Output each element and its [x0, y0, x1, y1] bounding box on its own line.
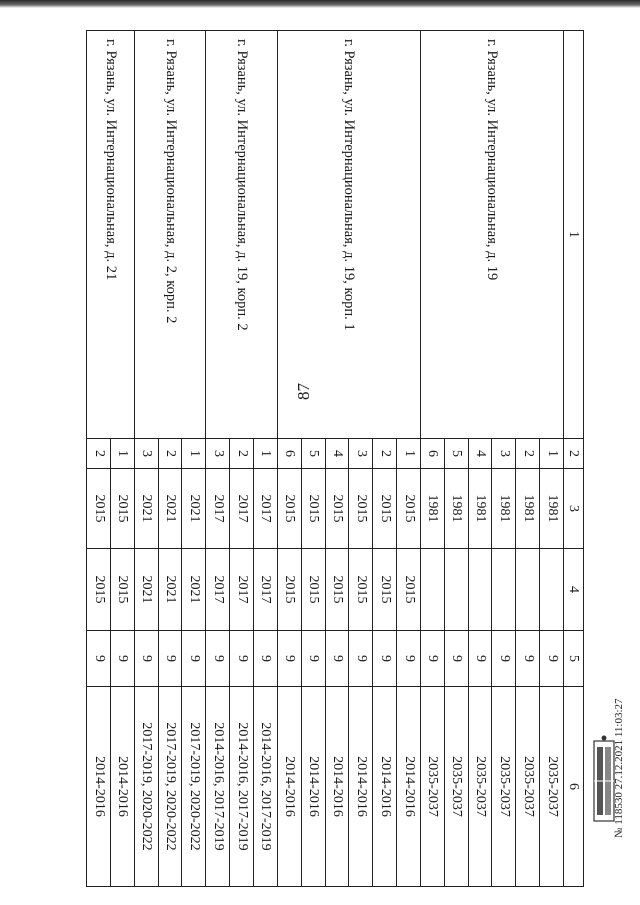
table-row: [254, 31, 278, 887]
table-cell: 2014-2016: [277, 687, 301, 887]
table-cell: 9: [325, 631, 349, 687]
table-cell: 2021: [158, 549, 182, 631]
table-cell: 2015: [301, 549, 325, 631]
table-cell: 3: [206, 439, 230, 469]
table-cell: 2014-2016: [373, 687, 397, 887]
table-row: [397, 31, 421, 887]
table-cell: 2015: [87, 469, 111, 549]
table-cell: 2014-2016: [301, 687, 325, 887]
table-cell: 2017: [254, 469, 278, 549]
header-row: [564, 31, 584, 887]
table-cell: 3: [492, 439, 516, 469]
table-cell: 3: [349, 439, 373, 469]
table-cell: 9: [516, 631, 540, 687]
table-cell: 1981: [468, 469, 492, 549]
table-cell: 1981: [420, 469, 444, 549]
table-cell: 9: [492, 631, 516, 687]
table-cell: 1981: [444, 469, 468, 549]
table-cell: 2015: [301, 469, 325, 549]
table-cell: 2017: [254, 549, 278, 631]
table-cell: 1981: [492, 469, 516, 549]
table-cell: 2: [87, 439, 111, 469]
table-cell: 9: [254, 631, 278, 687]
table-cell: 9: [87, 631, 111, 687]
table-cell: 2021: [134, 469, 158, 549]
table-cell: 2015: [397, 549, 421, 631]
table-cell: 2017: [230, 549, 254, 631]
data-table: [86, 30, 584, 887]
table-cell: 1: [182, 439, 206, 469]
table-cell: 2017-2019, 2020-2022: [182, 687, 206, 887]
table-container: [87, 30, 584, 886]
table-cell: 2015: [373, 469, 397, 549]
table-cell: [468, 549, 492, 631]
table-cell: 9: [397, 631, 421, 687]
table-cell: 2021: [134, 549, 158, 631]
scan-edge: [0, 0, 640, 8]
table-cell: 1: [540, 439, 564, 469]
header-cell: 1: [564, 31, 584, 439]
table-row: [540, 31, 564, 887]
table-cell: 2014-2016, 2017-2019: [254, 687, 278, 887]
table-cell: 9: [110, 631, 134, 687]
table-row: [110, 31, 134, 887]
table-cell: 4: [468, 439, 492, 469]
table-cell: 9: [206, 631, 230, 687]
table-cell: 2015: [349, 549, 373, 631]
table-cell: 2035-2037: [516, 687, 540, 887]
table-cell: 2017: [206, 469, 230, 549]
table-cell: 5: [301, 439, 325, 469]
table-cell: 2015: [325, 469, 349, 549]
table-cell: 2014-2016: [110, 687, 134, 887]
table-cell: 5: [444, 439, 468, 469]
table-cell: 2: [516, 439, 540, 469]
address-cell: г. Рязань, ул. Интернациональная, д. 21: [87, 31, 135, 439]
table-cell: 2015: [87, 549, 111, 631]
header-cell: 3: [564, 469, 584, 549]
address-cell: г. Рязань, ул. Интернациональная, д. 19, корп. 1: [277, 31, 420, 439]
table-cell: 9: [349, 631, 373, 687]
table-cell: 2: [158, 439, 182, 469]
table-cell: 2035-2037: [492, 687, 516, 887]
table-cell: 2017-2019, 2020-2022: [158, 687, 182, 887]
table-cell: 2015: [373, 549, 397, 631]
page-number: 87: [294, 383, 313, 400]
table-cell: 9: [373, 631, 397, 687]
table-cell: 9: [182, 631, 206, 687]
table-cell: 9: [420, 631, 444, 687]
table-cell: 2035-2037: [540, 687, 564, 887]
table-cell: 2017: [230, 469, 254, 549]
header-cell: 2: [564, 439, 584, 469]
address-cell: г. Рязань, ул. Интернациональная, д. 19: [420, 31, 563, 439]
table-cell: 2: [373, 439, 397, 469]
table-cell: 4: [325, 439, 349, 469]
table-cell: 1: [254, 439, 278, 469]
document-code: № 118530 27.12.2021 11:03:27: [613, 698, 625, 838]
table-cell: 2017: [206, 549, 230, 631]
table-cell: 1: [110, 439, 134, 469]
table-cell: 9: [158, 631, 182, 687]
table-cell: [540, 549, 564, 631]
table-cell: 2015: [110, 469, 134, 549]
table-cell: [420, 549, 444, 631]
table-cell: [492, 549, 516, 631]
table-cell: 9: [134, 631, 158, 687]
table-cell: 2015: [110, 549, 134, 631]
table-cell: 2021: [182, 469, 206, 549]
address-cell: г. Рязань, ул. Интернациональная, д. 2, корп. 2: [134, 31, 206, 439]
table-cell: 9: [540, 631, 564, 687]
table-cell: 2015: [349, 469, 373, 549]
table-cell: 6: [420, 439, 444, 469]
table-cell: 1981: [516, 469, 540, 549]
header-cell: 6: [564, 687, 584, 887]
table-cell: 2015: [277, 469, 301, 549]
table-cell: [516, 549, 540, 631]
table-cell: 2021: [182, 549, 206, 631]
table-cell: 9: [444, 631, 468, 687]
table-cell: 6: [277, 439, 301, 469]
table-cell: 2: [230, 439, 254, 469]
table-cell: 3: [134, 439, 158, 469]
table-cell: 1981: [540, 469, 564, 549]
header-cell: 5: [564, 631, 584, 687]
table-cell: 2035-2037: [444, 687, 468, 887]
table-cell: 9: [230, 631, 254, 687]
table-cell: 2014-2016, 2017-2019: [206, 687, 230, 887]
table-cell: 9: [468, 631, 492, 687]
table-cell: 2015: [277, 549, 301, 631]
table-cell: 2015: [325, 549, 349, 631]
address-cell: г. Рязань, ул. Интернациональная, д. 19, корп. 2: [206, 31, 278, 439]
table-cell: 9: [277, 631, 301, 687]
table-cell: 2014-2016, 2017-2019: [230, 687, 254, 887]
table-cell: 2014-2016: [325, 687, 349, 887]
table-row: [182, 31, 206, 887]
table-cell: 2021: [158, 469, 182, 549]
table-cell: 2035-2037: [468, 687, 492, 887]
table-cell: 2017-2019, 2020-2022: [134, 687, 158, 887]
table-cell: 1: [397, 439, 421, 469]
table-cell: 2014-2016: [87, 687, 111, 887]
table-cell: [444, 549, 468, 631]
table-cell: 2015: [397, 469, 421, 549]
header-cell: 4: [564, 549, 584, 631]
table-cell: 2035-2037: [420, 687, 444, 887]
table-cell: 9: [301, 631, 325, 687]
table-cell: 2014-2016: [397, 687, 421, 887]
table-cell: 2014-2016: [349, 687, 373, 887]
